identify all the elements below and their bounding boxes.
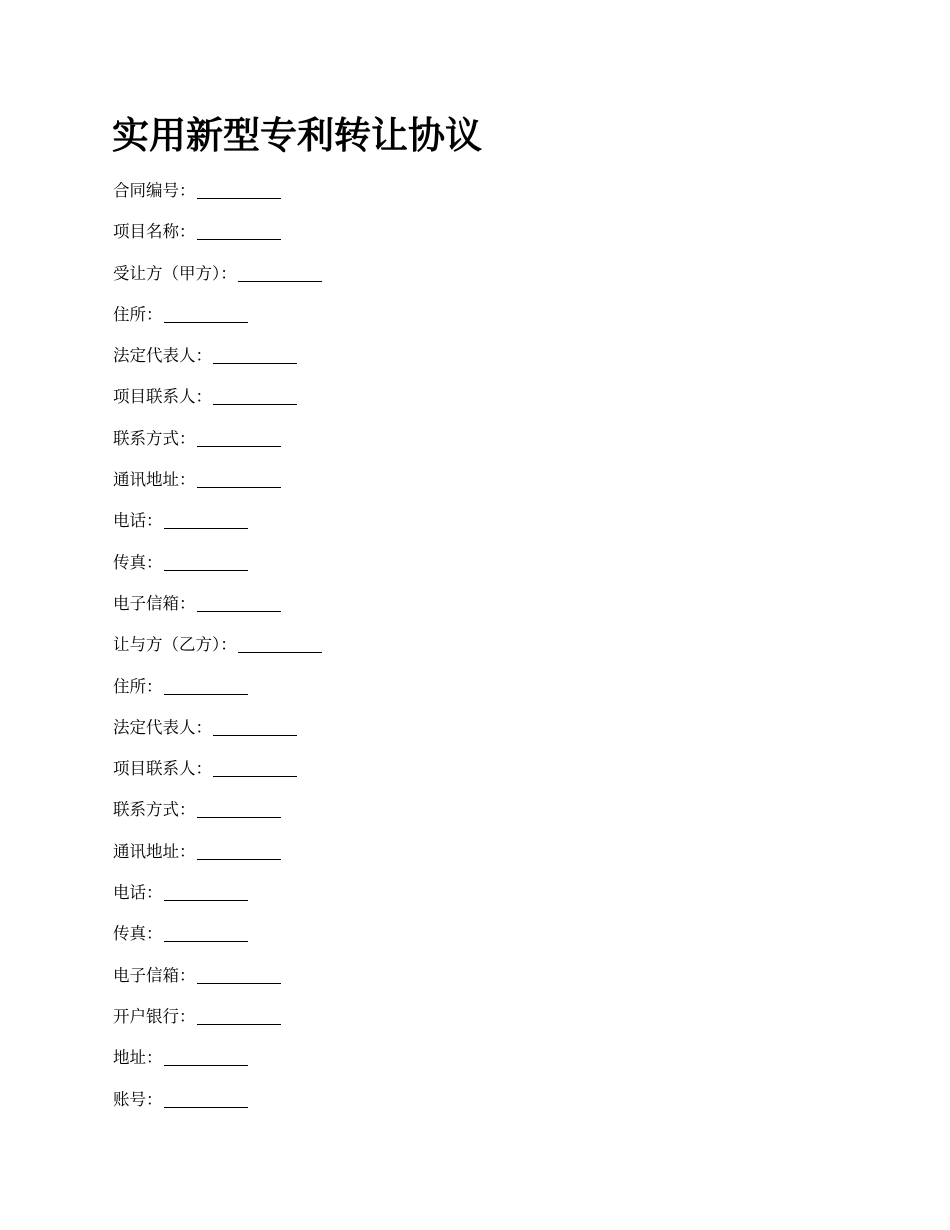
form-field-row [113,1045,322,1086]
fill-in-blank[interactable] [164,880,248,901]
form-field-row [113,261,322,302]
field-label: 项目联系人： [113,759,212,779]
form-field-row [113,591,322,632]
form-field-row [113,302,322,343]
form-field-row [113,880,322,921]
fill-in-blank[interactable] [164,674,248,695]
field-label: 传真： [113,552,163,572]
fill-in-blank[interactable] [164,550,248,571]
field-label: 传真： [113,924,163,944]
field-label: 电话： [113,511,163,531]
form-field-row [113,632,322,673]
fill-in-blank[interactable] [197,797,281,818]
form-field-row [113,550,322,591]
field-label: 合同编号： [113,181,196,200]
fill-in-blank[interactable] [213,756,297,777]
field-label: 电话： [113,883,163,903]
form-field-row [113,384,322,425]
field-label: 电子信箱： [113,593,196,613]
form-field-row [113,963,322,1004]
fill-in-blank[interactable] [238,632,322,653]
fill-in-blank[interactable] [213,343,297,364]
form-field-row [113,426,322,467]
field-label: 项目联系人： [113,387,212,407]
form-field-row [113,343,322,384]
document-title: 实用新型专利转让协议 [112,114,482,157]
fill-in-blank[interactable] [197,591,281,612]
field-label: 让与方（乙方）： [113,635,237,655]
field-label: 账号： [113,1089,163,1109]
form-field-row [113,756,322,797]
fill-in-blank[interactable] [197,467,281,488]
form-field-row [113,219,322,260]
fill-in-blank[interactable] [197,178,281,199]
fill-in-blank[interactable] [164,1045,248,1066]
fill-in-blank[interactable] [238,261,322,282]
field-label: 住所： [113,676,163,696]
field-label: 住所： [113,304,163,324]
form-field-row [113,1004,322,1045]
form-field-row [113,674,322,715]
fill-in-blank[interactable] [197,963,281,984]
field-label: 受让方（甲方）： [113,263,237,283]
form-field-row [113,797,322,838]
form-field-row [113,467,322,508]
fill-in-blank[interactable] [213,384,297,405]
field-label: 法定代表人： [113,717,212,737]
fill-in-blank[interactable] [164,302,248,323]
fill-in-blank[interactable] [164,508,248,529]
field-label: 联系方式： [113,428,196,448]
form-field-row [113,508,322,549]
field-label: 开户银行： [113,1006,196,1026]
form-field-row [113,1087,322,1128]
form-field-row [113,715,322,756]
form-field-row [113,178,322,219]
fill-in-blank[interactable] [197,839,281,860]
fill-in-blank[interactable] [164,921,248,942]
fill-in-blank[interactable] [213,715,297,736]
form-field-list [113,178,322,1128]
field-label: 地址： [113,1048,163,1068]
field-label: 联系方式： [113,800,196,820]
fill-in-blank[interactable] [197,426,281,447]
field-label: 通讯地址： [113,841,196,861]
form-field-row [113,921,322,962]
field-label: 法定代表人： [113,346,212,366]
fill-in-blank[interactable] [197,219,281,240]
fill-in-blank[interactable] [164,1087,248,1108]
fill-in-blank[interactable] [197,1004,281,1025]
field-label: 项目名称： [113,222,196,242]
field-label: 通讯地址： [113,470,196,490]
field-label: 电子信箱： [113,965,196,985]
form-field-row [113,839,322,880]
